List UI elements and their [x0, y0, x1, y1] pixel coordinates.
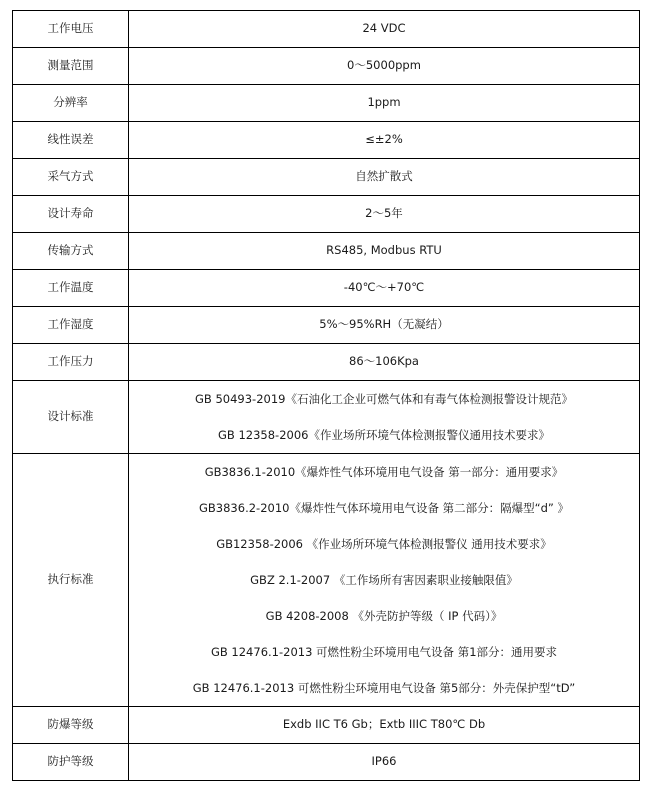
row-label: 工作湿度 — [13, 307, 129, 344]
table-row — [13, 307, 640, 344]
row-value: RS485, Modbus RTU — [129, 233, 640, 270]
row-value-line: GB12358-2006 《作业场所环境气体检测报警仪 通用技术要求》 — [216, 537, 552, 551]
row-label: 采气方式 — [13, 159, 129, 196]
row-label: 线性误差 — [13, 122, 129, 159]
table-row — [13, 159, 640, 196]
row-label: 防爆等级 — [13, 707, 129, 744]
row-label: 工作电压 — [13, 11, 129, 48]
row-value-list — [129, 381, 640, 454]
spec-table — [12, 10, 640, 781]
table-row — [13, 196, 640, 233]
row-value: 86～106Kpa — [129, 344, 640, 381]
row-label: 分辨率 — [13, 85, 129, 122]
table-row — [13, 270, 640, 307]
row-label: 防护等级 — [13, 744, 129, 781]
row-value: 5%～95%RH（无凝结） — [129, 307, 640, 344]
table-row — [13, 48, 640, 85]
row-value-line: GB 12476.1-2013 可燃性粉尘环境用电气设备 第1部分：通用要求 — [210, 645, 558, 659]
spec-table-body — [13, 11, 640, 781]
row-value-line: GB 50493-2019《石油化工企业可燃气体和有毒气体检测报警设计规范》 — [195, 392, 573, 406]
row-label: 工作压力 — [13, 344, 129, 381]
row-value: 2～5年 — [129, 196, 640, 233]
row-value: 1ppm — [129, 85, 640, 122]
row-value: -40℃～+70℃ — [129, 270, 640, 307]
row-value: IP66 — [129, 744, 640, 781]
row-label: 工作温度 — [13, 270, 129, 307]
table-row — [13, 381, 640, 454]
row-value: 24 VDC — [129, 11, 640, 48]
row-label: 执行标准 — [13, 454, 129, 707]
row-value-line: GB 12476.1-2013 可燃性粉尘环境用电气设备 第5部分：外壳保护型“tD” — [192, 681, 576, 695]
row-value-line: GB 12358-2006《作业场所环境气体检测报警仪通用技术要求》 — [218, 428, 550, 442]
row-label: 设计标准 — [13, 381, 129, 454]
table-row — [13, 122, 640, 159]
row-value-line: GB 4208-2008 《外壳防护等级（ IP 代码）》 — [265, 609, 503, 623]
row-label: 测量范围 — [13, 48, 129, 85]
table-row — [13, 11, 640, 48]
row-value: 自然扩散式 — [129, 159, 640, 196]
table-row — [13, 85, 640, 122]
row-value: 0～5000ppm — [129, 48, 640, 85]
table-row — [13, 344, 640, 381]
row-value-line: GB3836.1-2010《爆炸性气体环境用电气设备 第一部分：通用要求》 — [204, 465, 564, 479]
row-value: ≤±2% — [129, 122, 640, 159]
row-value-line: GB3836.2-2010《爆炸性气体环境用电气设备 第二部分：隔爆型“d” 》 — [199, 501, 569, 515]
row-label: 设计寿命 — [13, 196, 129, 233]
table-row — [13, 233, 640, 270]
table-row — [13, 707, 640, 744]
table-row — [13, 744, 640, 781]
table-row — [13, 454, 640, 707]
row-value-list — [129, 454, 640, 707]
row-value: Exdb IIC T6 Gb；Extb IIIC T80℃ Db — [129, 707, 640, 744]
row-label: 传输方式 — [13, 233, 129, 270]
row-value-line: GBZ 2.1-2007 《工作场所有害因素职业接触限值》 — [250, 573, 518, 587]
